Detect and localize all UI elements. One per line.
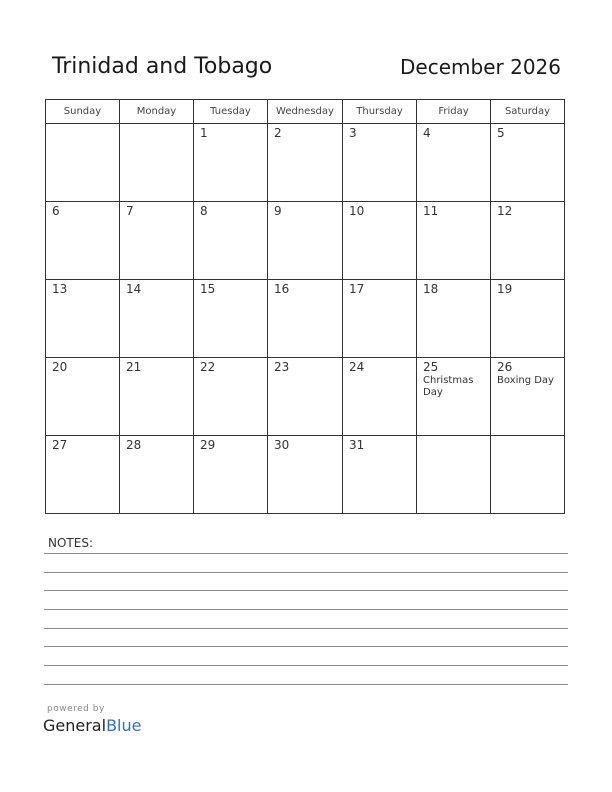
day-cell[interactable] [343,358,417,436]
day-cell-content [343,436,416,452]
day-number: 17 [349,282,365,296]
day-cell-content [491,358,564,387]
notes-line [44,646,568,647]
day-cell[interactable] [417,436,491,514]
day-number: 4 [423,126,431,140]
day-cell[interactable] [491,358,565,436]
day-cell[interactable] [343,280,417,358]
day-cell[interactable] [268,124,343,202]
day-cell[interactable] [46,124,120,202]
day-cell[interactable] [268,202,343,280]
day-cell-content [194,124,267,140]
day-number: 13 [52,282,68,296]
month-title: December 2026 [400,55,561,79]
country-title: Trinidad and Tobago [52,54,273,79]
day-cell-content [120,358,193,374]
holiday-label: Christmas Day [423,375,474,398]
day-number: 7 [126,204,134,218]
day-number: 9 [274,204,282,218]
day-cell[interactable] [417,280,491,358]
notes-line [44,553,568,554]
day-cell-content [268,436,342,452]
day-cell-content [491,202,564,218]
weekday-saturday: Saturday [491,100,565,124]
week-row [46,436,565,514]
day-cell[interactable] [194,202,268,280]
week-row [46,202,565,280]
day-cell[interactable] [491,436,565,514]
week-row [46,358,565,436]
day-number: 14 [126,282,142,296]
day-number: 15 [200,282,216,296]
notes-line [44,590,568,591]
day-cell-content [194,436,267,452]
day-cell-content [343,280,416,296]
day-number: 2 [274,126,282,140]
day-cell-content [46,280,119,296]
weekday-wednesday: Wednesday [268,100,343,124]
notes-line [44,628,568,629]
day-cell-content [491,280,564,296]
day-cell[interactable] [417,124,491,202]
notes-line [44,609,568,610]
day-number: 25 [423,360,439,374]
day-number: 26 [497,360,513,374]
day-cell-content [268,124,342,140]
day-cell[interactable] [194,436,268,514]
day-number: 5 [497,126,505,140]
day-cell[interactable] [194,358,268,436]
day-cell-content [491,124,564,140]
weekday-friday: Friday [417,100,491,124]
day-cell[interactable] [343,124,417,202]
day-cell[interactable] [268,436,343,514]
day-cell-content [343,358,416,374]
day-cell-content [491,436,564,438]
day-number: 11 [423,204,439,218]
day-cell[interactable] [46,202,120,280]
day-cell-content [417,358,490,399]
day-number: 12 [497,204,513,218]
notes-line [44,684,568,685]
day-cell-content [268,358,342,374]
holiday-label: Boxing Day [497,375,554,386]
day-cell[interactable] [46,280,120,358]
calendar-grid [45,99,565,514]
day-cell-content [343,124,416,140]
powered-by-text: powered by [47,704,105,714]
day-cell-content [343,202,416,218]
weekday-thursday: Thursday [343,100,417,124]
day-cell-content [268,280,342,296]
day-cell[interactable] [491,202,565,280]
day-cell[interactable] [417,202,491,280]
calendar-body [46,124,565,514]
weekday-header-row [46,100,565,124]
day-cell-content [194,358,267,374]
day-cell[interactable] [120,280,194,358]
day-number: 21 [126,360,142,374]
day-cell-content [417,280,490,296]
generalblue-logo[interactable] [43,716,141,735]
day-cell-content [194,280,267,296]
week-row [46,280,565,358]
weekday-tuesday: Tuesday [194,100,268,124]
day-number: 6 [52,204,60,218]
weekday-sunday: Sunday [46,100,120,124]
day-cell[interactable] [46,436,120,514]
notes-label: NOTES: [48,536,93,550]
day-cell[interactable] [120,436,194,514]
day-cell[interactable] [417,358,491,436]
day-number: 24 [349,360,365,374]
day-number: 8 [200,204,208,218]
weekday-monday: Monday [120,100,194,124]
day-cell[interactable] [491,280,565,358]
day-cell[interactable] [120,358,194,436]
day-cell[interactable] [194,280,268,358]
day-cell[interactable] [46,358,120,436]
day-cell-content [120,436,193,452]
day-number: 18 [423,282,439,296]
day-cell[interactable] [120,202,194,280]
day-cell-content [46,124,119,126]
day-number: 30 [274,438,290,452]
day-number: 10 [349,204,365,218]
brand-blue: Blue [106,716,142,735]
day-cell[interactable] [343,436,417,514]
week-row [46,124,565,202]
day-number: 1 [200,126,208,140]
day-cell-content [268,202,342,218]
notes-line [44,665,568,666]
day-cell-content [120,280,193,296]
day-number: 20 [52,360,68,374]
day-number: 27 [52,438,68,452]
day-cell-content [417,124,490,140]
brand-general: General [43,716,107,735]
day-number: 16 [274,282,290,296]
day-number: 31 [349,438,365,452]
day-number: 3 [349,126,357,140]
day-cell-content [120,124,193,126]
day-number: 22 [200,360,216,374]
notes-line [44,572,568,573]
day-cell[interactable] [194,124,268,202]
day-cell-content [194,202,267,218]
day-cell-content [46,202,119,218]
day-cell[interactable] [343,202,417,280]
day-cell[interactable] [120,124,194,202]
day-cell-content [46,358,119,374]
day-cell-content [120,202,193,218]
day-cell-content [417,436,490,438]
day-number: 19 [497,282,513,296]
day-cell-content [46,436,119,452]
day-cell[interactable] [268,358,343,436]
day-number: 23 [274,360,290,374]
day-number: 28 [126,438,142,452]
day-number: 29 [200,438,216,452]
day-cell[interactable] [268,280,343,358]
day-cell-content [417,202,490,218]
day-cell[interactable] [491,124,565,202]
